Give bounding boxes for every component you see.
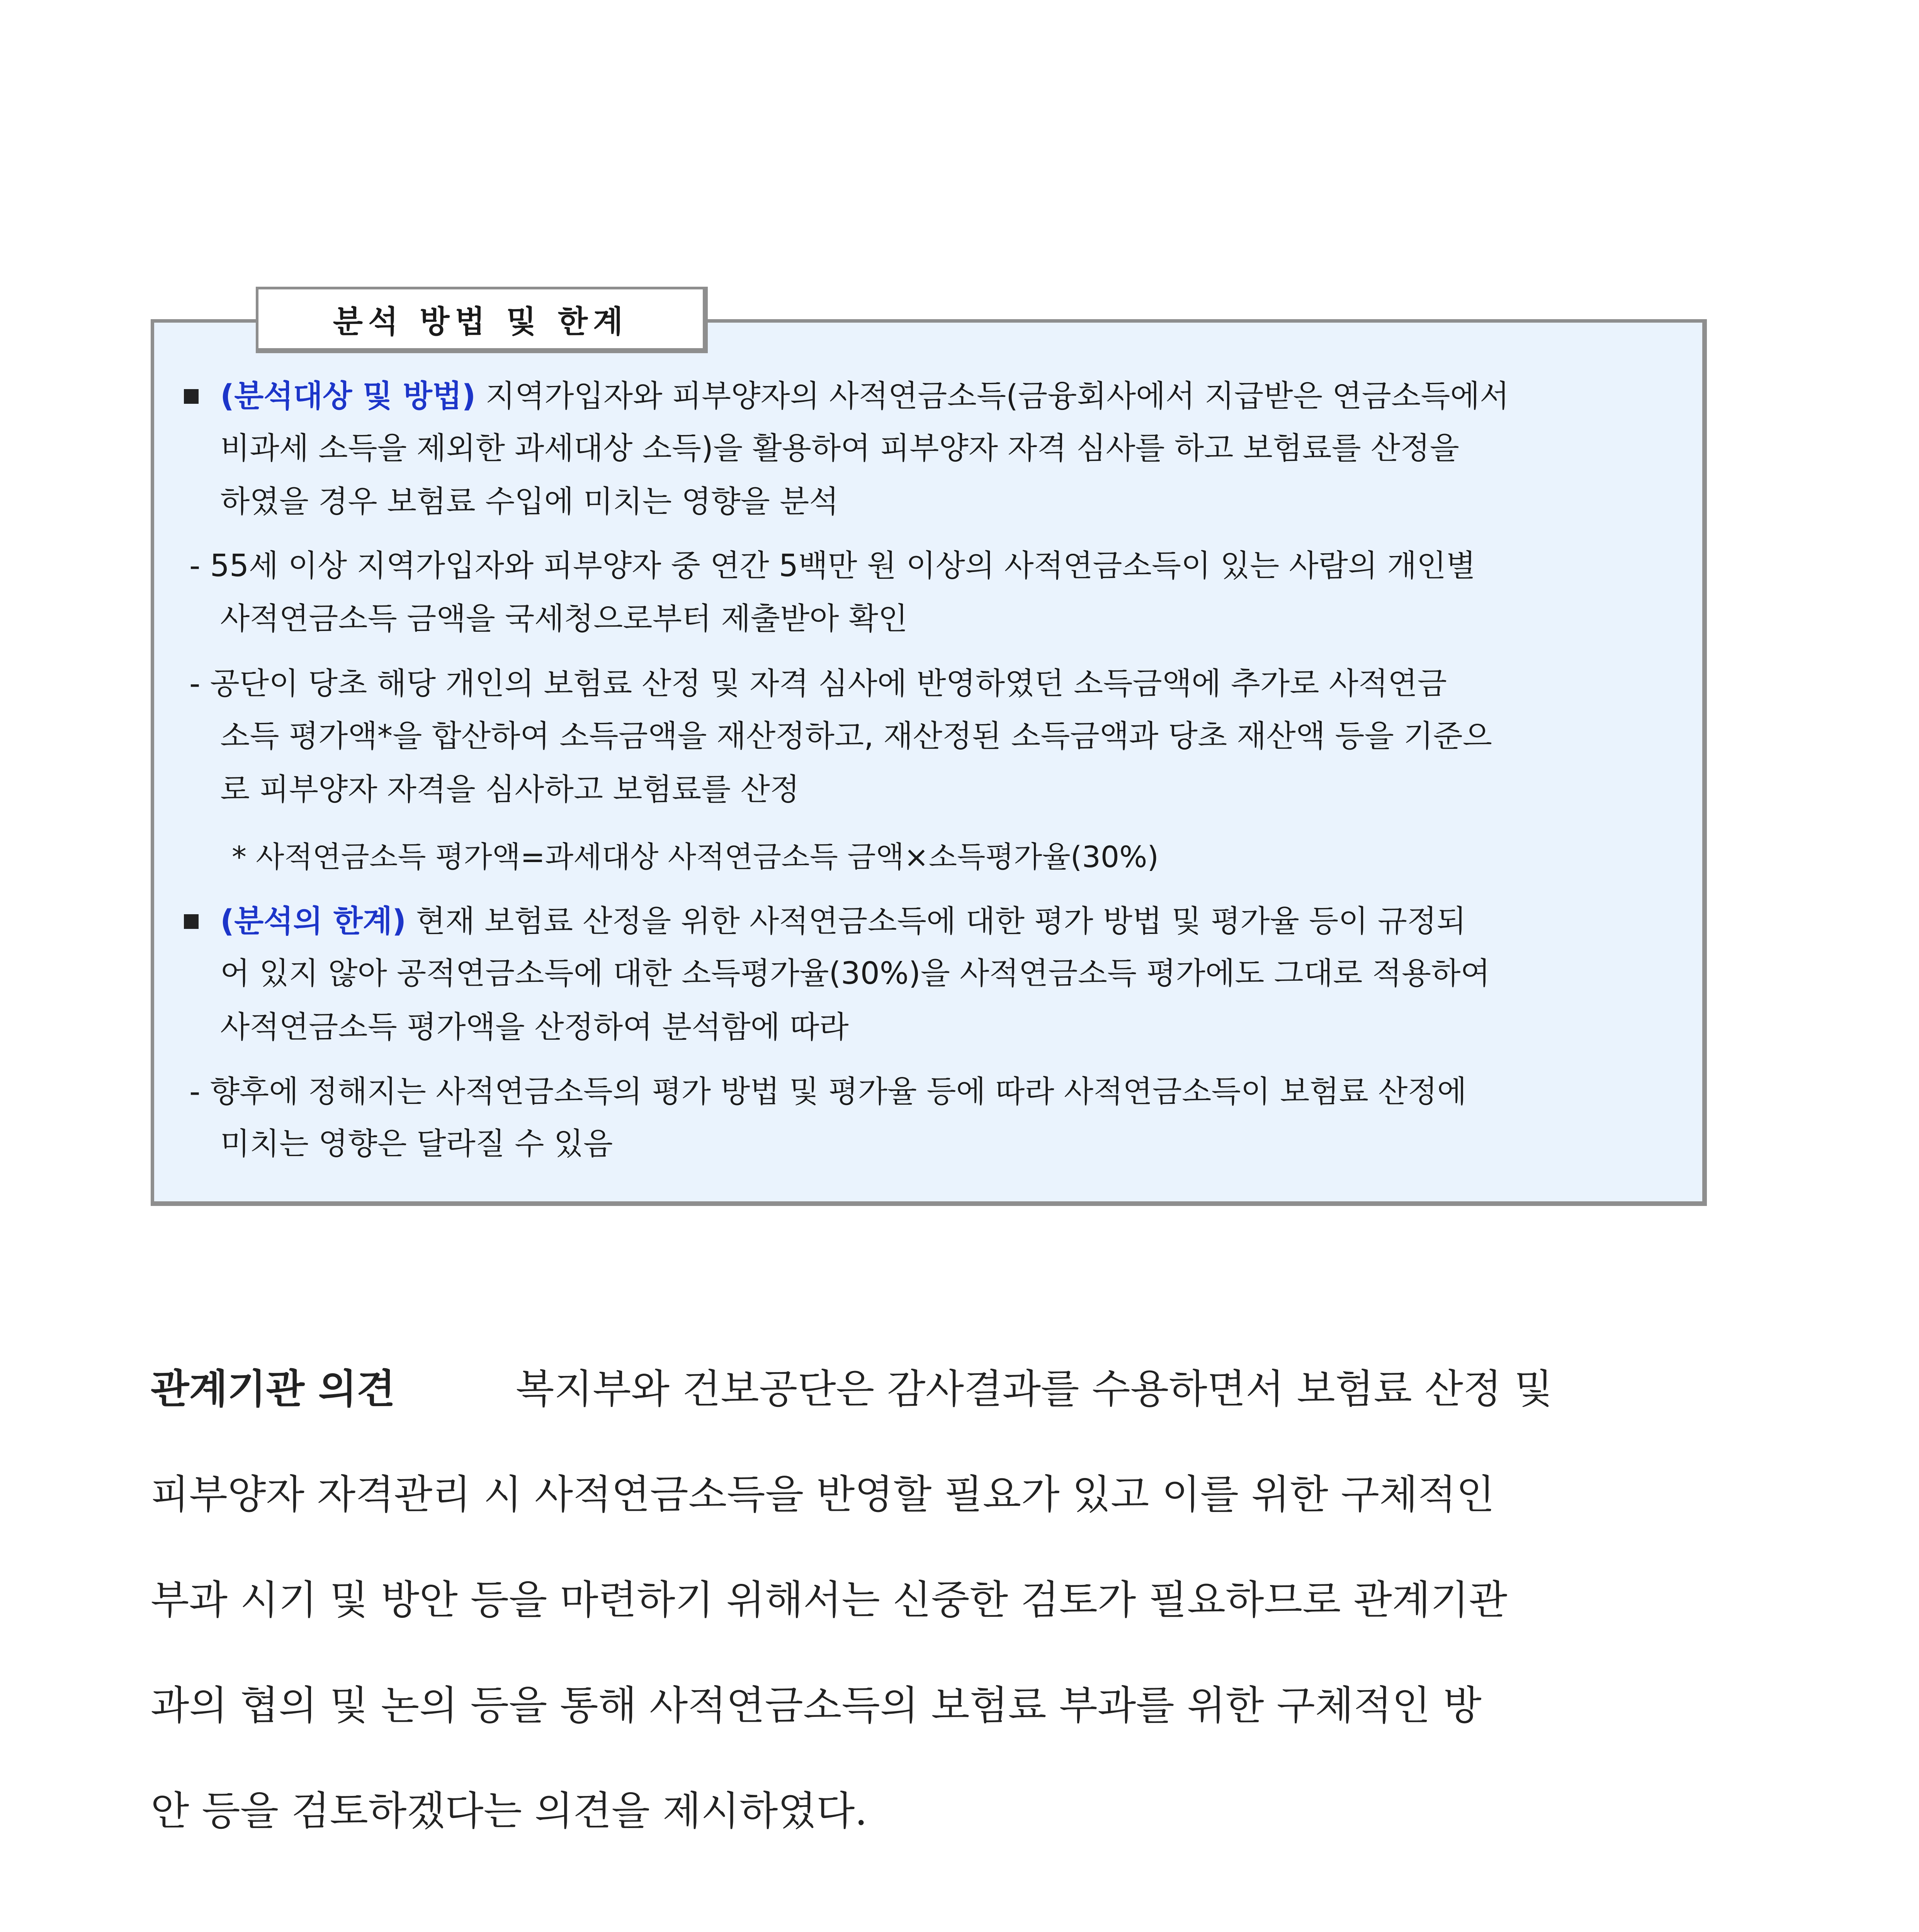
- opinion-heading: 관계기관 의견: [151, 1366, 395, 1412]
- box-title: 분석 방법 및 한계: [256, 287, 708, 353]
- text: 소득 평가액*을 합산하여 소득금액을 재산정하고, 재산정된 소득금액과 당초 재산액 등을 기준으: [220, 718, 1492, 754]
- text: * 사적연금소득 평가액=과세대상 사적연금소득 금액×소득평가율(30%): [232, 840, 1159, 874]
- text: 어 있지 않아 공적연금소득에 대한 소득평가율(30%)을 사적연금소득 평가에도 그대로 적용하여: [220, 956, 1490, 991]
- text: - 공단이 당초 해당 개인의 보험료 산정 및 자격 심사에 반영하였던 소득금액에 추가로 사적연금: [189, 666, 1447, 701]
- text: 로 피부양자 자격을 심사하고 보험료를 산정: [220, 772, 800, 807]
- text: 복지부와 건보공단은 감사결과를 수용하면서 보험료 산정 및: [516, 1366, 1553, 1412]
- analysis-limit-label: (분석의 한계): [220, 903, 406, 939]
- text: - 향후에 정해지는 사적연금소득의 평가 방법 및 평가율 등에 따라 사적연금소득이 보험료 산정에: [189, 1074, 1467, 1109]
- text: 지역가입자와 피부양자의 사적연금소득(금융회사에서 지급받은 연금소득에서: [476, 378, 1509, 414]
- text: - 55세 이상 지역가입자와 피부양자 중 연간 5백만 원 이상의 사적연금소득이 있는 사람의 개인별: [189, 548, 1476, 583]
- text: 비과세 소득을 제외한 과세대상 소득)을 활용하여 피부양자 자격 심사를 하고 보험료를 산정을: [220, 430, 1459, 466]
- text: 사적연금소득 금액을 국세청으로부터 제출받아 확인: [220, 601, 908, 636]
- square-bullet-icon: [184, 914, 199, 929]
- text: 안 등을 검토하겠다는 의견을 제시하였다.: [151, 1788, 868, 1834]
- square-bullet-icon: [184, 389, 199, 404]
- text: 피부양자 자격관리 시 사적연금소득을 반영할 필요가 있고 이를 위한 구체적인: [151, 1471, 1495, 1518]
- text: 과의 협의 및 논의 등을 통해 사적연금소득의 보험료 부과를 위한 구체적인 방: [151, 1682, 1482, 1729]
- analysis-scope-label: (분석대상 및 방법): [220, 378, 476, 414]
- text: 사적연금소득 평가액을 산정하여 분석함에 따라: [220, 1009, 849, 1045]
- text: 하였을 경우 보험료 수입에 미치는 영향을 분석: [220, 484, 839, 519]
- text: 현재 보험료 산정을 위한 사적연금소득에 대한 평가 방법 및 평가율 등이 규정되: [406, 903, 1466, 939]
- text: 부과 시기 및 방안 등을 마련하기 위해서는 신중한 검토가 필요하므로 관계기관: [151, 1577, 1508, 1623]
- text: 미치는 영향은 달라질 수 있음: [220, 1126, 613, 1162]
